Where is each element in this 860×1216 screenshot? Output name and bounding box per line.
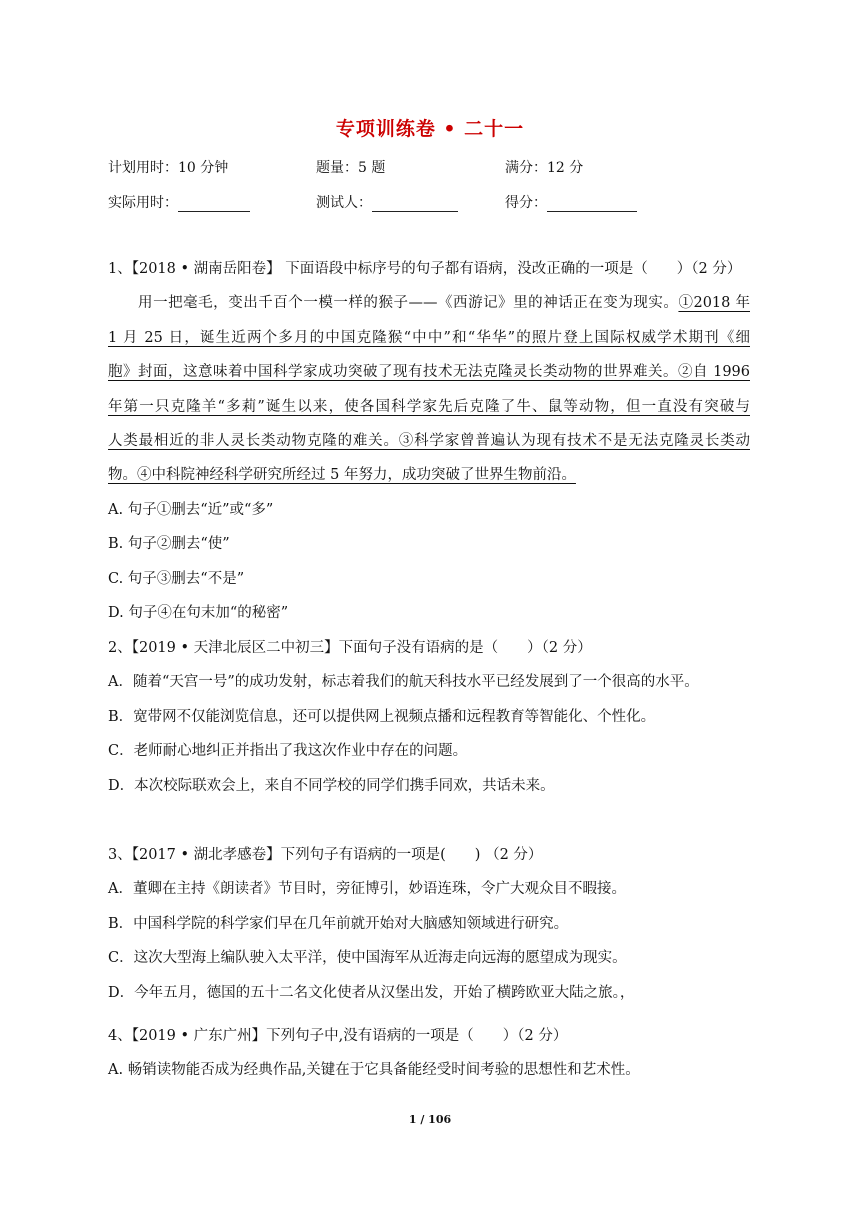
full-score: 满分：12 分 [505,160,584,176]
q1-passage-line: 物。④中科院神经科学研究所经过 5 年努力，成功突破了世界生物前沿。 [108,467,576,483]
score-field [505,192,637,212]
tester-label: 测试人： [316,195,372,211]
q1-passage-line: 1 月 25 日，诞生近两个多月的中国克隆猴“中中”和“华华”的照片登上国际权威学术期刊《细 [108,330,750,346]
plan-time: 计划用时：10 分钟 [108,160,229,176]
question-count: 题量：5 题 [316,160,386,176]
tester-field [316,192,458,212]
q1-option-c[interactable]: C. 句子③删去“不是” [108,571,245,587]
page-title: 专项训练卷 • 二十一 [335,118,525,140]
q4-option-a[interactable]: A. 畅销读物能否成为经典作品,关键在于它具备能经受时间考验的思想性和艺术性。 [108,1062,640,1078]
q1-passage-line: 年第一只克隆羊“多莉”诞生以来，使各国科学家先后克隆了牛、鼠等动物，但一直没有突破与 [108,399,750,415]
q3-option-d[interactable]: D．今年五月，德国的五十二名文化使者从汉堡出发，开始了横跨欧亚大陆之旅。， [108,985,635,1001]
q2-option-b[interactable]: B．宽带网不仅能浏览信息，还可以提供网上视频点播和远程教育等智能化、个性化。 [108,709,656,725]
q3-option-a[interactable]: A．董卿在主持《朗读者》节目时，旁征博引，妙语连珠，令广大观众目不暇接。 [108,881,626,897]
q1-option-d[interactable]: D. 句子④在句末加“的秘密” [108,605,289,621]
actual-time-label: 实际用时： [108,195,178,211]
actual-time-blank[interactable] [178,199,250,212]
q2-option-c[interactable]: C．老师耐心地纠正并指出了我这次作业中存在的问题。 [108,743,468,759]
q1-passage-line: 人类最相近的非人灵长类动物克隆的难关。③科学家曾普遍认为现有技术不是无法克隆灵长类动 [108,433,750,449]
q2-stem: 2、【2019 • 天津北辰区二中初三】下面句子没有语病的是（ ）（2 分） [108,640,592,656]
score-label: 得分： [505,195,547,211]
tester-blank[interactable] [372,199,458,212]
q1-passage-text: 用一把毫毛，变出千百个一模一样的猴子——《西游记》里的神话正在变为现实。 [108,295,679,311]
q4-stem: 4、【2019 • 广东广州】下列句子中,没有语病的一项是（ ）（2 分） [108,1028,568,1044]
q1-passage-line [108,293,750,313]
q2-option-a[interactable]: A．随着“天宫一号”的成功发射，标志着我们的航天科技水平已经发展到了一个很高的水平。 [108,674,699,690]
q3-option-b[interactable]: B．中国科学院的科学家们早在几年前就开始对大脑感知领域进行研究。 [108,916,569,932]
q1-option-a[interactable]: A. 句子①删去“近”或“多” [108,502,274,518]
q2-option-d[interactable]: D．本次校际联欢会上，来自不同学校的同学们携手同欢，共话未来。 [108,778,555,794]
q3-stem: 3、【2017 • 湖北孝感卷】下列句子有语病的一项是( ) （2 分） [108,847,543,863]
q1-passage-line: 胞》封面，这意味着中国科学家成功突破了现有技术无法克隆灵长类动物的世界难关。②自 1996 [108,364,750,380]
q1-stem: 1、【2018 • 湖南岳阳卷】 下面语段中标序号的句子都有语病，没改正确的一项是（ ）（2 分） [108,261,742,277]
q3-option-c[interactable]: C．这次大型海上编队驶入太平洋，使中国海军从近海走向远海的愿望成为现实。 [108,950,627,966]
page-number: 1 / 106 [408,1113,452,1126]
score-blank[interactable] [547,199,637,212]
q1-passage-underlined: ①2018 年 [678,295,750,311]
q1-option-b[interactable]: B. 句子②删去“使” [108,536,230,552]
actual-time-field [108,192,250,212]
